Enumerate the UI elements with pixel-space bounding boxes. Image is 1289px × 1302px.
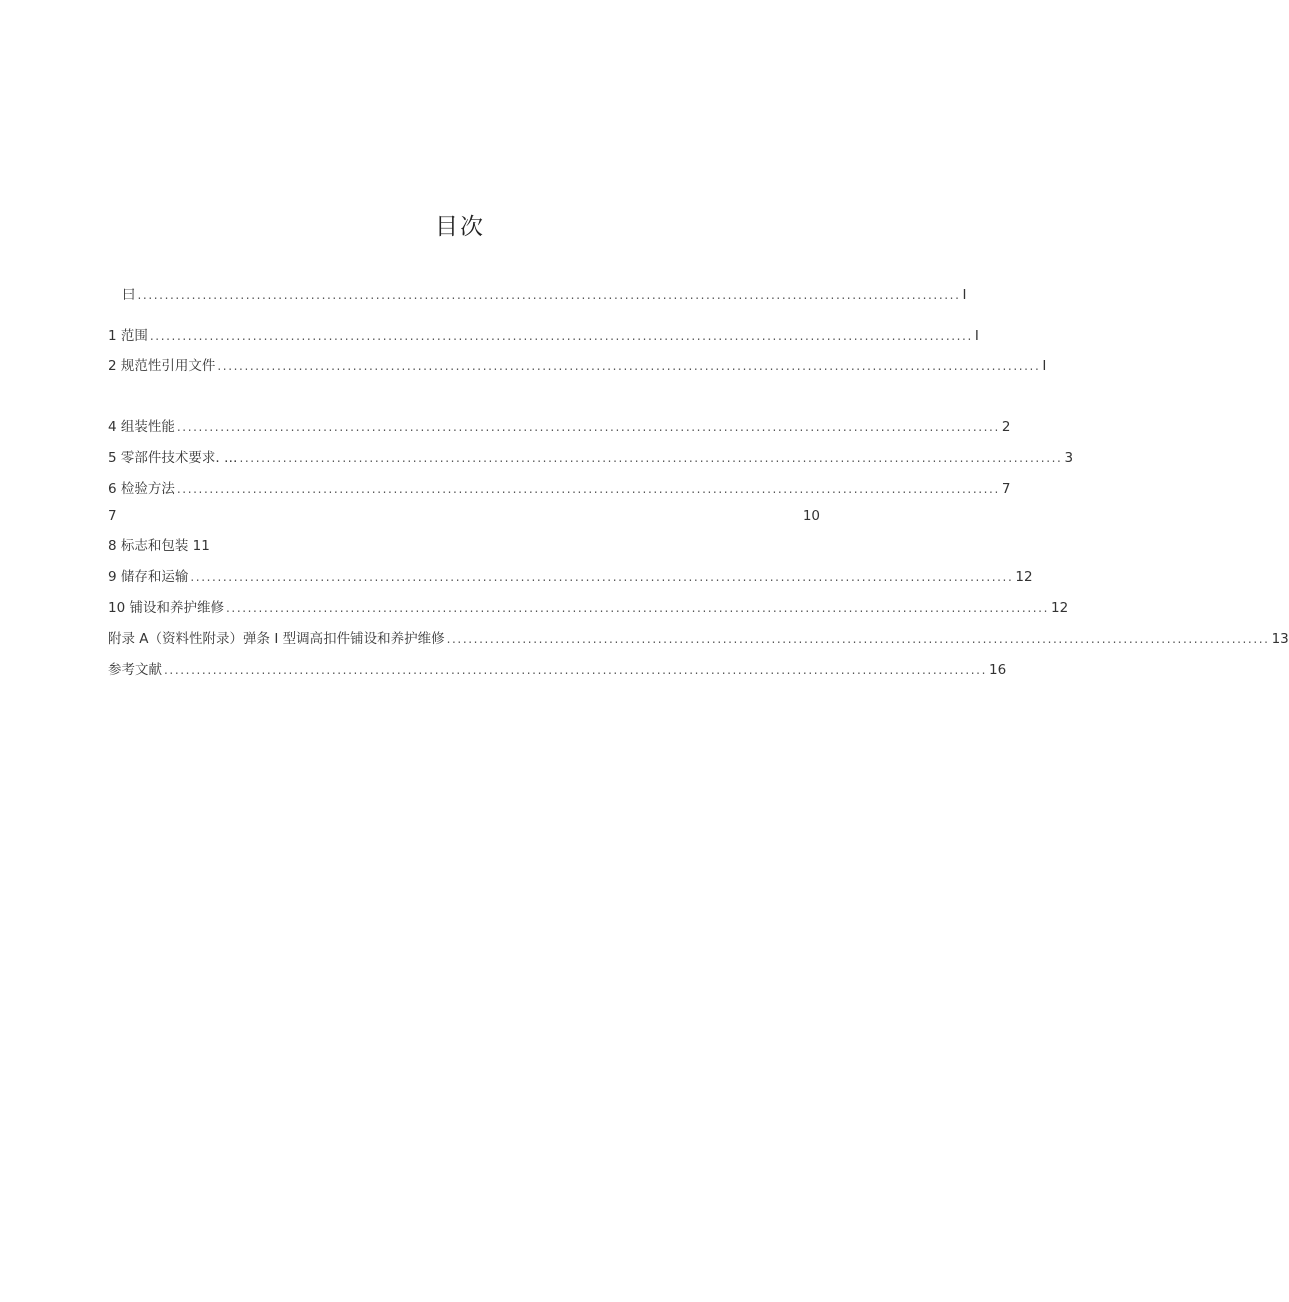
toc-entry-7[interactable] (108, 505, 820, 527)
toc-entry-marking-packaging[interactable] (108, 535, 820, 557)
toc-leader-dots: ........................................................................................................................................................ (190, 570, 1014, 584)
toc-entry-normative-references[interactable] (108, 355, 1047, 377)
toc-entry-label: 6 检验方法 (108, 481, 175, 497)
toc-entry-laying-maintenance[interactable] (108, 597, 1069, 619)
toc-entry-page: 16 (989, 662, 1007, 678)
toc-entry-foreword[interactable] (122, 284, 967, 306)
toc-leader-dots: ........................................................................................................................................................ (239, 451, 1063, 465)
toc-leader-dots: ........................................................................................................................................................ (149, 329, 973, 343)
toc-entry-assembly-performance[interactable] (108, 416, 1011, 438)
toc-entry-label: 7 (108, 508, 117, 524)
toc-entry-annex-a[interactable] (108, 628, 1289, 650)
toc-entry-label: 8 标志和包装 11 (108, 538, 210, 554)
toc-leader-dots: ........................................................................................................................................................ (225, 601, 1049, 615)
toc-entry-label: 10 铺设和养护维修 (108, 600, 224, 616)
toc-entry-bibliography[interactable] (108, 659, 1007, 681)
toc-leader-dots: ........................................................................................................................................................ (137, 288, 961, 302)
toc-entry-page: 12 (1050, 600, 1069, 616)
toc-leader-dots: ........................................................................................................................................................ (164, 663, 987, 677)
toc-entry-page: I (1042, 358, 1047, 374)
toc-entry-page: I (974, 328, 979, 344)
toc-entry-scope[interactable] (108, 325, 979, 347)
toc-entry-label: 曰 (122, 287, 136, 303)
toc-leader-dots: ........................................................................................................................................................ (176, 420, 1000, 434)
toc-entry-label: 参考文献 (108, 662, 162, 678)
toc-leader-dots: ........................................................................................................................................................ (217, 359, 1041, 373)
toc-entry-page: 3 (1064, 450, 1074, 466)
toc-entry-page: 2 (1001, 419, 1011, 435)
toc-entry-label: 9 储存和运输 (108, 569, 189, 585)
toc-entry-page: 12 (1015, 569, 1033, 585)
toc-entry-page: 7 (1001, 481, 1011, 497)
toc-entry-component-requirements[interactable] (108, 447, 1074, 469)
toc-entry-storage-transport[interactable] (108, 566, 1033, 588)
page-title: 目次 (435, 214, 485, 240)
toc-entry-label: 附录 A（资料性附录）弹条 I 型调高扣件铺设和养护维修 (108, 631, 445, 647)
toc-entry-label: 1 范围 (108, 328, 148, 344)
toc-entry-label: 5 零部件技术要求. … (108, 450, 238, 466)
toc-leader-dots: ........................................................................................................................................................ (176, 482, 1000, 496)
toc-entry-page: I (962, 287, 967, 303)
toc-entry-label: 2 规范性引用文件 (108, 358, 216, 374)
toc-leader-dots: ........................................................................................................................................................ (446, 632, 1270, 646)
toc-entry-page: 13 (1271, 631, 1289, 647)
toc-entry-label: 4 组装性能 (108, 419, 175, 435)
toc-entry-page: 10 (802, 508, 820, 524)
toc-entry-test-methods[interactable] (108, 478, 1011, 500)
